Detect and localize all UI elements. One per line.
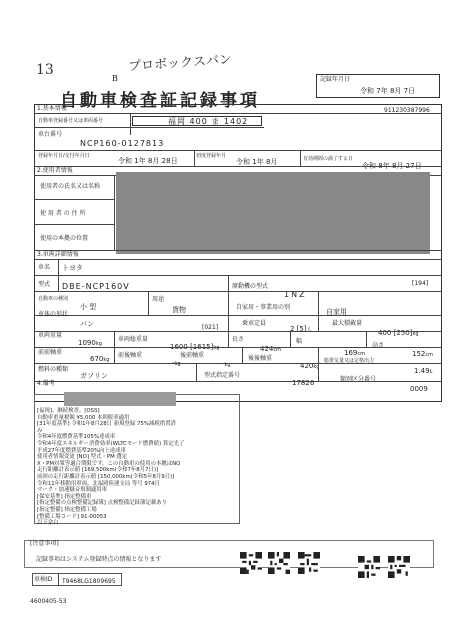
divider (318, 291, 319, 315)
divider (34, 347, 442, 348)
front2-axle-label: 前後軸重 (118, 352, 143, 359)
record-date-year-unit: 年 (380, 87, 388, 95)
use-label: 用途 (152, 296, 165, 303)
divider (34, 166, 442, 167)
front2-axle-number: - (172, 359, 175, 367)
record-date-month: 8 (389, 87, 395, 95)
remarks-line: 前回の走行距離計表示値 [150,000km(令和5年8月9日)] (37, 473, 175, 480)
remarks-line: み (37, 427, 43, 434)
owner-redaction (116, 172, 430, 254)
qr-code-icon (240, 552, 262, 574)
divider (58, 573, 59, 586)
divider (300, 150, 301, 166)
section-owner-header: 2.使用者情報 (37, 167, 73, 174)
length-label: 長さ (232, 336, 245, 343)
divider (34, 315, 442, 316)
owner-address-label: 使 用 者 の 住 所 (40, 210, 86, 217)
form-number: 4600405-53 (30, 598, 67, 605)
rear-axle-unit: kg (313, 364, 320, 370)
expiry-year: 8 (378, 162, 383, 170)
divider (228, 315, 229, 331)
qr-code-icon (358, 556, 380, 578)
document-title: 自動車検査証記録事項 (60, 91, 260, 111)
engine-value: 1NZ (284, 290, 307, 299)
first-reg-month-label: 初度登録年月 (196, 153, 227, 159)
capacity-unit: 人 (306, 327, 312, 333)
height-number: 152 (412, 350, 426, 358)
owner-name-label: 使用者の氏名又は名称 (40, 183, 101, 190)
first-reg-month-unit: 月 (152, 157, 160, 165)
weight-label: 車両重量 (38, 332, 63, 339)
first-reg-era: 令和 (118, 157, 132, 165)
maker-label: 車名 (38, 264, 51, 271)
gross-unit: kg (213, 345, 220, 351)
remarks-line: 平成27年度燃費基準20%向上達成車 (37, 447, 126, 454)
type-no-value: 17826 (292, 379, 315, 387)
fuel-value: ガソリン (80, 372, 108, 380)
maker-value: トヨタ (62, 264, 83, 272)
width-number: 169 (344, 349, 358, 357)
weight-unit: kg (95, 341, 102, 347)
fuel-label: 燃料の種類 (38, 366, 69, 373)
vehicle-id-label: 車検ID (34, 576, 53, 583)
record-date-value (360, 87, 415, 95)
first-reg-year-unit: 年 (138, 157, 146, 165)
remarks-text (37, 408, 184, 527)
divider (242, 347, 243, 363)
handwritten-small-b: B (112, 74, 118, 83)
displacement-label: 総排気量又は定格出力 (324, 358, 375, 364)
divider (34, 381, 442, 382)
remarks-line: 自動車重量税額 ¥5,000 本則税率適用 (37, 414, 130, 421)
rear-front-axle-label: 後前軸重 (180, 352, 205, 359)
expiry-label: 有効期間の満了する日 (303, 156, 354, 162)
divider (34, 224, 114, 225)
record-date-year: 7 (376, 87, 381, 95)
max-load-unit: kg (412, 331, 419, 337)
front-axle-label: 前前軸重 (38, 349, 63, 356)
divider (130, 113, 131, 135)
divider (228, 331, 229, 347)
front-axle-number: 670 (90, 355, 104, 363)
purpose-label: 自家用・事業用の別 (236, 304, 291, 311)
body-value: バン (80, 320, 94, 328)
base-location-label: 使用の本拠の位置 (40, 235, 89, 242)
divider (34, 150, 442, 151)
remarks-line: マーク・加速騒音規制適用車 (37, 487, 108, 494)
length-unit: cm (273, 347, 281, 353)
first-reg-day: 28 (161, 157, 171, 165)
divider (34, 291, 442, 292)
remarks-line: 令和4年度燃費基準105%達成車 (37, 434, 116, 441)
divider (366, 331, 367, 347)
type-no-label: 型式指定番号 (204, 372, 241, 379)
first-reg2-month-unit: 月 (270, 158, 278, 166)
divider (34, 250, 442, 251)
divider (34, 259, 442, 260)
record-date-label: 記録年月日 (320, 76, 351, 83)
handwritten-top-note: プロボックスバン (127, 52, 233, 75)
divider (58, 259, 59, 275)
first-reg-date (118, 157, 178, 165)
divider (228, 291, 229, 315)
class-no-value: 0009 (410, 385, 428, 393)
height-label: 高さ (372, 342, 385, 349)
divider (318, 363, 319, 381)
divider (34, 127, 264, 128)
divider (114, 175, 115, 250)
first-reg2-month: 8 (265, 158, 271, 166)
remarks-line: 以下余白 (37, 520, 59, 527)
first-reg-label: 登録年月日/交付年月日 (38, 153, 90, 159)
kind-label: 自動車の種別 (38, 296, 69, 302)
record-date-day-unit: 日 (408, 87, 416, 95)
divider (194, 150, 195, 166)
first-reg-day-unit: 日 (170, 157, 178, 165)
divider (318, 315, 319, 331)
section-vehicle-header: 3.車両詳細情報 (37, 251, 79, 258)
divider (34, 363, 442, 364)
class-no-label: 類別区分番号 (340, 376, 377, 383)
expiry-day: 27 (405, 162, 415, 170)
chassis-value: NCP160-0127813 (80, 139, 165, 148)
first-reg2-year: 1 (252, 158, 257, 166)
max-load-extra: [250] (393, 329, 413, 337)
width-value (344, 349, 365, 358)
engine-label: 原動機の型式 (232, 283, 269, 290)
first-reg-year: 1 (134, 157, 139, 165)
divider (148, 291, 149, 315)
vehicle-id-value: T9468LG1809695 (62, 578, 116, 585)
record-date-month-unit: 月 (394, 87, 402, 95)
section-basic-header: 1.基本情報 (37, 105, 67, 112)
notice-text: 記録事項はシステム登録時点の情報となります (36, 556, 162, 563)
max-load-label: 最大積載量 (332, 320, 363, 327)
qr-code-icon (268, 552, 290, 574)
divider (318, 347, 319, 363)
record-date-day: 7 (403, 87, 409, 95)
divider (34, 331, 442, 332)
divider (114, 347, 115, 363)
body-label: 車体の形状 (38, 311, 69, 318)
remarks-line: [福岡]、継続検査、[OSS] (37, 408, 100, 414)
remarks-line: X・PM対策等適合期限です。この自動車の使用の本拠はNO (37, 460, 181, 467)
divider (58, 275, 59, 291)
notice-title: [注意事項] (30, 540, 59, 547)
handwritten-left-number: 13 (36, 62, 54, 78)
divider (34, 113, 442, 114)
divider (228, 275, 229, 291)
rear-front-axle-unit: kg (224, 362, 231, 368)
displacement-unit: L (429, 369, 433, 375)
front-axle-unit: kg (103, 357, 110, 363)
remarks-line: 令和11年移動用車両、北福岡陸運支局 等号 974日 (37, 480, 160, 487)
divider (114, 331, 115, 347)
displacement-number: 1.49 (414, 367, 430, 375)
reg-number-label: 自動車登録番号又は車両番号 (38, 118, 104, 124)
rear-axle-number: 420 (300, 362, 314, 370)
remarks-line: 令和4年度エネルギー消費効率(WLTCモード燃費値) 算定光了 (37, 440, 185, 447)
kind-value: 小 型 (80, 303, 97, 311)
expiry-day-unit: 日 (414, 162, 422, 170)
width-label: 幅 (296, 338, 303, 345)
gross-label: 車両総重量 (118, 336, 149, 343)
document-number: 911230387996 (384, 107, 430, 114)
height-value (412, 350, 433, 359)
remarks-line: 使用者情報変更 [NO] 型式・PM 選定 (37, 454, 128, 461)
chassis-label: 車台番号 (38, 131, 63, 138)
model-label: 型式 (38, 281, 51, 288)
expiry-era: 令和 (362, 162, 376, 170)
first-reg2-era: 令和 (236, 158, 250, 166)
first-reg-month: 8 (147, 157, 153, 165)
displacement-value (414, 367, 432, 376)
section-remarks-header: 4.備考 (37, 380, 55, 387)
first-reg-month-value (236, 158, 277, 166)
remarks-line: [31年度基準] 令和1年8月28日 新規登録 75%減税措置済 (37, 421, 176, 428)
gross-number: 1600 (170, 343, 188, 351)
capacity-extra: [5] (296, 325, 307, 333)
width-unit: cm (357, 351, 365, 357)
remarks-line: [指定整備の点検整備記録簿] 点検整備記録簿記載あり (37, 500, 167, 507)
height-unit: cm (425, 352, 433, 358)
expiry-year-unit: 年 (382, 162, 390, 170)
purpose-value: 自家用 (326, 308, 347, 316)
remarks-line: [指定整備] 指定整備工場 (37, 506, 97, 513)
length-number: 424 (260, 345, 274, 353)
rear-front-axle-number: - (222, 360, 225, 368)
max-load-number: 400 (378, 329, 392, 337)
divider (290, 331, 291, 347)
divider (196, 363, 197, 381)
model-value: DBE-NCP160V (62, 282, 130, 291)
expiry-month-unit: 月 (396, 162, 404, 170)
engine-bracket: [194] (412, 280, 429, 287)
use-value: 貨物 (172, 306, 186, 314)
capacity-number: 2 (290, 325, 295, 333)
reg-number-value: 福岡 400 ま 1402 (168, 117, 249, 126)
body-code: [021] (202, 324, 219, 331)
remarks-redaction (64, 392, 176, 406)
divider (34, 199, 114, 200)
record-date-era: 令和 (360, 87, 374, 95)
remarks-line: [整備工場コード] 91-00053 (37, 513, 107, 520)
capacity-label: 乗車定員 (242, 320, 267, 327)
rear-axle-label: 後後軸重 (248, 355, 273, 362)
front2-axle-unit: kg (174, 361, 181, 367)
capacity-value (290, 325, 312, 334)
remarks-line: [保安基準] 指定整備車 (37, 493, 92, 500)
divider (34, 275, 442, 276)
weight-number: 1090 (78, 339, 96, 347)
expiry-month: 8 (391, 162, 397, 170)
rear-front-axle-value (222, 360, 231, 369)
gross-extra: [1615] (190, 343, 214, 351)
qr-code-icon (298, 552, 320, 574)
qr-code-icon (388, 556, 410, 578)
remarks-line: 走行距離計表示値 [169,500km(令和7年8月7日)] (37, 467, 159, 474)
first-reg2-year-unit: 年 (256, 158, 264, 166)
